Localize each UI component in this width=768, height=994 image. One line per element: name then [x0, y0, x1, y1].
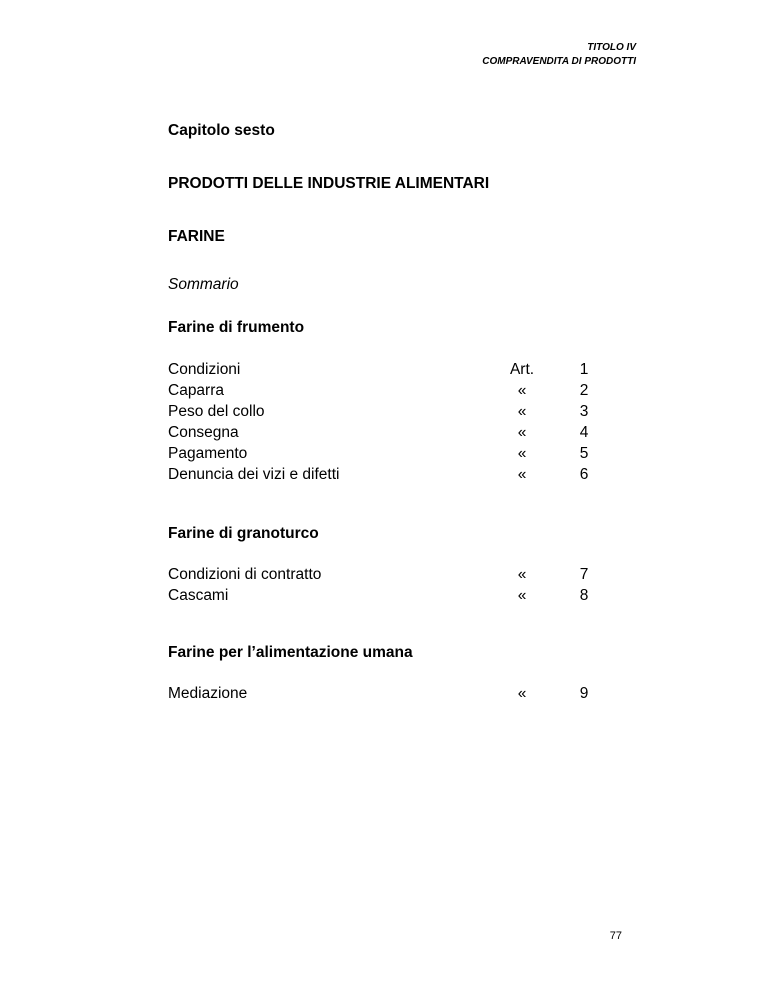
toc-number: 8 [579, 587, 589, 604]
toc-ref: « [517, 403, 527, 420]
toc-ref: « [517, 382, 527, 399]
group-title-alimentazione: Farine per l’alimentazione umana [168, 644, 413, 661]
toc-ref: « [517, 685, 527, 702]
chapter-heading: Capitolo sesto [168, 122, 275, 139]
header-title: TITOLO IV [587, 42, 636, 53]
toc-label: Caparra [168, 382, 224, 399]
toc-label: Consegna [168, 424, 239, 441]
running-header [482, 41, 636, 69]
toc-row [168, 359, 600, 380]
toc-number: 6 [579, 466, 589, 483]
toc-number: 3 [579, 403, 589, 420]
toc-ref: « [517, 445, 527, 462]
toc-row [168, 443, 600, 464]
toc-ref: « [517, 466, 527, 483]
toc-label: Condizioni di contratto [168, 566, 322, 583]
toc-number: 4 [579, 424, 589, 441]
toc-number: 7 [579, 566, 589, 583]
toc-row [168, 380, 600, 401]
header-subtitle: COMPRAVENDITA DI PRODOTTI [482, 56, 636, 67]
toc-ref: Art. [509, 361, 535, 378]
toc-row [168, 401, 600, 422]
toc-list-frumento [168, 359, 600, 485]
subsection-heading: FARINE [168, 228, 225, 245]
page-number: 77 [609, 930, 622, 942]
toc-label: Condizioni [168, 361, 241, 378]
group-title-frumento: Farine di frumento [168, 319, 305, 336]
toc-list-alimentazione [168, 683, 600, 704]
toc-row [168, 564, 600, 585]
toc-number: 9 [579, 685, 589, 702]
group-title-granoturco: Farine di granoturco [168, 525, 319, 542]
toc-number: 1 [579, 361, 589, 378]
summary-label: Sommario [168, 276, 239, 293]
toc-row [168, 683, 600, 704]
toc-number: 2 [579, 382, 589, 399]
toc-label: Peso del collo [168, 403, 265, 420]
toc-list-granoturco [168, 564, 600, 606]
toc-label: Mediazione [168, 685, 248, 702]
toc-label: Pagamento [168, 445, 248, 462]
toc-ref: « [517, 587, 527, 604]
toc-ref: « [517, 424, 527, 441]
toc-row [168, 464, 600, 485]
section-heading: PRODOTTI DELLE INDUSTRIE ALIMENTARI [168, 175, 490, 192]
toc-ref: « [517, 566, 527, 583]
toc-number: 5 [579, 445, 589, 462]
toc-row [168, 422, 600, 443]
toc-row [168, 585, 600, 606]
toc-label: Denuncia dei vizi e difetti [168, 466, 340, 483]
toc-label: Cascami [168, 587, 229, 604]
